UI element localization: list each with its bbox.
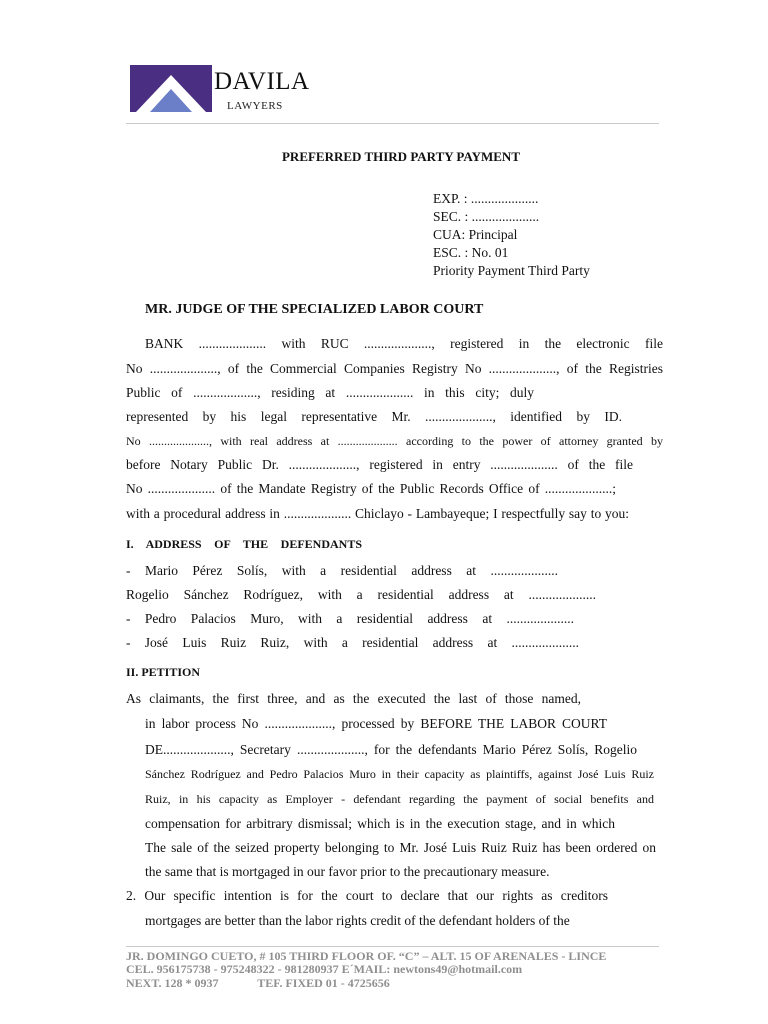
meta-esc: ESC. : No. 01 xyxy=(433,245,509,260)
petition-line: As claimants, the first three, and as the executed the last of those named, xyxy=(126,691,581,706)
intro-line: Public of ..................., residing at .................... in this city; duly xyxy=(126,385,534,400)
firm-name: DAVILA xyxy=(214,68,310,95)
intro-line: No .................... of the Mandate Registry of the Public Records Office of ....................; xyxy=(126,481,616,496)
intro-line: before Notary Public Dr. ...................., registered in entry .................... of the file xyxy=(126,457,633,472)
meta-sec: SEC. : .................... xyxy=(433,209,540,224)
firm-logo-mark xyxy=(130,65,212,112)
petition-line: DE...................., Secretary ...................., for the defendants Mario Pérez Solís, Rogelio xyxy=(145,742,637,757)
petition-line: compensation for arbitrary dismissal; which is in the execution stage, and in which xyxy=(145,816,615,831)
firm-subtitle: LAWYERS xyxy=(227,100,283,112)
defendant-item: - Pedro Palacios Muro, with a residential address at .................... xyxy=(126,611,574,626)
header-divider xyxy=(126,123,659,124)
meta-cua: CUA: Principal xyxy=(433,227,518,242)
case-meta-block xyxy=(433,190,590,280)
addressee-heading: MR. JUDGE OF THE SPECIALIZED LABOR COURT xyxy=(145,302,484,317)
petition-line: in labor process No ...................., processed by BEFORE THE LABOR COURT xyxy=(145,716,607,731)
intro-line: with a procedural address in .................... Chiclayo - Lambayeque; I respectfully say to you: xyxy=(126,506,629,521)
defendant-item: - José Luis Ruiz Ruiz, with a residential address at .................... xyxy=(126,635,579,650)
defendant-item: Rogelio Sánchez Rodríguez, with a residential address at .................... xyxy=(126,587,596,602)
footer-address: JR. DOMINGO CUETO, # 105 THIRD FLOOR OF. “C” – ALT. 15 OF ARENALES - LINCE xyxy=(126,949,607,963)
footer-divider xyxy=(126,946,659,947)
footer-phones: NEXT. 128 * 0937 TEF. FIXED 01 - 4725656 xyxy=(126,976,390,990)
petition-line: the same that is mortgaged in our favor prior to the precautionary measure. xyxy=(145,864,550,879)
meta-subject: Priority Payment Third Party xyxy=(433,263,590,278)
petition-line: The sale of the seized property belonging to Mr. José Luis Ruiz Ruiz has been ordered on xyxy=(145,840,656,855)
defendant-item: - Mario Pérez Solís, with a residential address at .................... xyxy=(126,563,558,578)
intro-line: No ...................., of the Commercial Companies Registry No ...................., of the Registries xyxy=(126,361,663,376)
meta-exp: EXP. : .................... xyxy=(433,191,539,206)
section-heading-defendants: I. ADDRESS OF THE DEFENDANTS xyxy=(126,537,362,551)
footer-contact: CEL. 956175738 - 975248322 - 981280937 E´MAIL: newtons49@hotmail.com xyxy=(126,962,523,976)
document-title: PREFERRED THIRD PARTY PAYMENT xyxy=(281,149,520,164)
petition-line: Sánchez Rodríguez and Pedro Palacios Muro in their capacity as plaintiffs, against José Luis Ruiz xyxy=(145,767,654,781)
intro-line: BANK .................... with RUC ...................., registered in the electronic file xyxy=(145,336,663,351)
intro-line: represented by his legal representative Mr. ...................., identified by ID. xyxy=(126,409,622,424)
petition-line: mortgages are better than the labor rights credit of the defendant holders of the xyxy=(145,913,570,928)
petition-line: 2. Our specific intention is for the court to declare that our rights as creditors xyxy=(126,888,608,903)
section-heading-petition: II. PETITION xyxy=(126,665,201,679)
intro-line: No ...................., with real address at .................... according to the power of attorney granted by xyxy=(126,434,663,448)
petition-line: Ruiz, in his capacity as Employer - defendant regarding the payment of social benefits and xyxy=(145,792,654,806)
